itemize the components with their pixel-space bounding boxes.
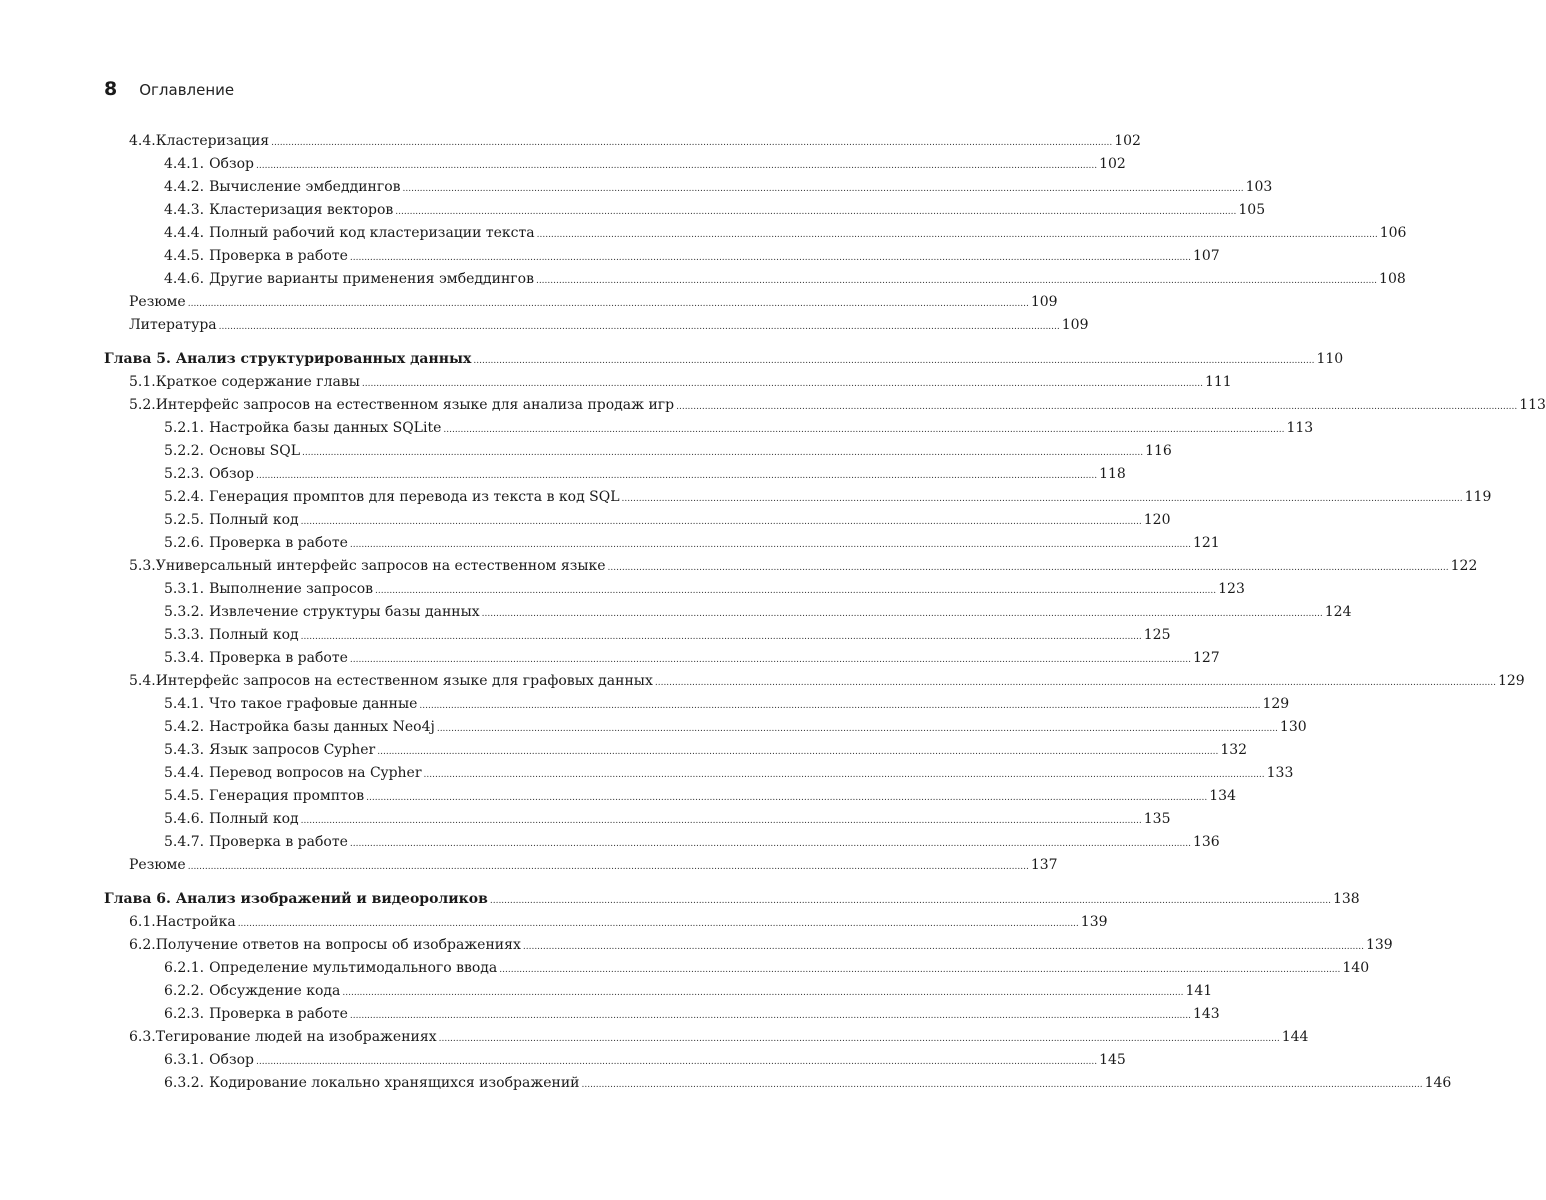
toc-page-number: 125 xyxy=(1143,627,1171,643)
toc-page-number: 145 xyxy=(1099,1052,1126,1068)
toc-dot-leader xyxy=(490,888,1331,913)
toc-entry xyxy=(104,647,1220,670)
toc-entry-title: Извлечение структуры базы данных xyxy=(209,604,480,620)
toc-page-number: 103 xyxy=(1245,179,1273,195)
toc-dot-leader xyxy=(350,245,1191,270)
toc-entry xyxy=(104,693,1290,716)
toc-entry xyxy=(104,1049,1126,1072)
toc-entry-number: 4.4.2. xyxy=(164,179,205,195)
toc-entry-title: Генерация промптов xyxy=(209,788,365,804)
toc-entry-number: 5.2.1. xyxy=(164,420,205,436)
toc-entry xyxy=(104,1072,1452,1095)
toc-entry-number: 6.3. xyxy=(129,1029,156,1045)
toc-dot-leader xyxy=(350,831,1191,856)
toc-dot-leader xyxy=(342,980,1183,1005)
toc-entry-title: Кодирование локально хранящихся изображений xyxy=(209,1075,580,1091)
toc-dot-leader xyxy=(375,578,1216,603)
toc-entry xyxy=(104,739,1248,762)
toc-page-number: 107 xyxy=(1192,248,1220,264)
toc-dot-leader xyxy=(676,394,1517,419)
toc-page-number: 123 xyxy=(1218,581,1245,597)
toc-entry-number: 5.3.1. xyxy=(164,581,205,597)
toc-entry-number: 6.2.3. xyxy=(164,1006,205,1022)
toc-entry xyxy=(104,911,1108,934)
toc-entry-number: 5.2.5. xyxy=(164,512,205,528)
page-header-title: Оглавление xyxy=(139,81,235,99)
toc-entry xyxy=(104,199,1266,222)
toc-dot-leader xyxy=(523,934,1364,959)
toc-entry-number: 5.2.2. xyxy=(164,443,205,459)
toc-entry-title: Глава 6. Анализ изображений и видеороликов xyxy=(104,891,488,907)
toc-entry xyxy=(104,1003,1220,1026)
toc-dot-leader xyxy=(537,222,1378,247)
toc-dot-leader xyxy=(350,1003,1191,1028)
toc-entry xyxy=(104,854,1058,877)
toc-page-number: 116 xyxy=(1145,443,1172,459)
toc-entry xyxy=(104,463,1126,486)
toc-entry-number: 6.2. xyxy=(129,937,156,953)
toc-entry xyxy=(104,532,1220,555)
toc-page-number: 121 xyxy=(1192,535,1220,551)
toc-entry xyxy=(104,601,1352,624)
toc-entry-number: 5.4.3. xyxy=(164,742,205,758)
toc-entry xyxy=(104,291,1058,314)
toc-entry xyxy=(104,440,1172,463)
toc-entry-title: Литература xyxy=(129,317,217,333)
toc-dot-leader xyxy=(403,176,1244,201)
toc-entry xyxy=(104,808,1171,831)
toc-page-number: 122 xyxy=(1450,558,1478,574)
toc-entry-title: Выполнение запросов xyxy=(209,581,374,597)
toc-page-number: 144 xyxy=(1281,1029,1309,1045)
toc-dot-leader xyxy=(437,716,1278,741)
toc-entry-title: Резюме xyxy=(129,857,186,873)
toc-entry xyxy=(104,670,1525,693)
toc-chapter-entry xyxy=(104,348,1344,371)
toc-dot-leader xyxy=(608,555,1449,580)
toc-dot-leader xyxy=(219,314,1060,339)
toc-entry-title: Что такое графовые данные xyxy=(209,696,418,712)
toc-entry-title: Интерфейс запросов на естественном языке для графовых данных xyxy=(155,673,653,689)
toc-entry-number: 4.4.4. xyxy=(164,225,205,241)
toc-entry xyxy=(104,555,1478,578)
toc-page-number: 138 xyxy=(1332,891,1360,907)
toc-dot-leader xyxy=(473,348,1314,373)
toc-entry-title: Универсальный интерфейс запросов на естественном языке xyxy=(155,558,606,574)
toc-entry-title: Обсуждение кода xyxy=(209,983,341,999)
toc-page-number: 137 xyxy=(1030,857,1058,873)
toc-entry-title: Проверка в работе xyxy=(209,1006,348,1022)
toc-entry-title: Язык запросов Cypher xyxy=(209,742,376,758)
toc-entry-number: 4.4.3. xyxy=(164,202,205,218)
toc-page-number: 132 xyxy=(1220,742,1248,758)
toc-entry-number: 5.4.4. xyxy=(164,765,205,781)
toc-dot-leader xyxy=(419,693,1260,718)
toc-entry-number: 6.2.1. xyxy=(164,960,205,976)
toc-dot-leader xyxy=(256,463,1097,488)
toc-entry-number: 5.4.7. xyxy=(164,834,205,850)
toc-entry-title: Глава 5. Анализ структурированных данных xyxy=(104,351,472,367)
toc-entry-title: Другие варианты применения эмбеддингов xyxy=(209,271,534,287)
toc-page-number: 140 xyxy=(1342,960,1370,976)
toc-entry-number: 5.2.3. xyxy=(164,466,205,482)
toc-page-number: 129 xyxy=(1497,673,1525,689)
toc-dot-leader xyxy=(395,199,1236,224)
toc-entry-title: Обзор xyxy=(209,466,255,482)
toc-page-number: 143 xyxy=(1192,1006,1220,1022)
toc-entry xyxy=(104,222,1407,245)
toc-entry-title: Вычисление эмбеддингов xyxy=(209,179,401,195)
toc-page-number: 120 xyxy=(1143,512,1171,528)
toc-entry-number: 5.2.6. xyxy=(164,535,205,551)
toc-page-number: 139 xyxy=(1080,914,1108,930)
toc-page-number: 124 xyxy=(1324,604,1352,620)
page-number: 8 xyxy=(104,78,118,100)
toc-entry xyxy=(104,578,1245,601)
toc-entry xyxy=(104,176,1273,199)
toc-entry xyxy=(104,831,1220,854)
toc-entry-title: Обзор xyxy=(209,156,255,172)
toc-chapter-entry xyxy=(104,888,1360,911)
toc-entry-number: 5.4.6. xyxy=(164,811,205,827)
toc-page-number: 102 xyxy=(1099,156,1126,172)
toc-dot-leader xyxy=(581,1072,1422,1097)
toc-entry xyxy=(104,957,1370,980)
toc-entry-number: 5.1. xyxy=(129,374,156,390)
toc-dot-leader xyxy=(536,268,1377,293)
toc-entry xyxy=(104,245,1220,268)
toc-entry-title: Резюме xyxy=(129,294,186,310)
toc-entry-title: Проверка в работе xyxy=(209,650,348,666)
page-header xyxy=(104,78,234,102)
toc-page-number: 113 xyxy=(1286,420,1314,436)
toc-entry-number: 5.2. xyxy=(129,397,156,413)
toc-page-number: 135 xyxy=(1143,811,1171,827)
toc-page-number: 111 xyxy=(1204,374,1232,390)
table-of-contents xyxy=(104,130,1546,1095)
toc-page-number: 105 xyxy=(1238,202,1266,218)
toc-page-number: 130 xyxy=(1279,719,1307,735)
toc-page-number: 108 xyxy=(1379,271,1406,287)
toc-entry-title: Краткое содержание главы xyxy=(155,374,360,390)
toc-entry-number: 5.2.4. xyxy=(164,489,205,505)
toc-entry-number: 4.4.1. xyxy=(164,156,205,172)
toc-entry xyxy=(104,486,1492,509)
toc-dot-leader xyxy=(188,854,1029,879)
toc-entry-title: Полный рабочий код кластеризации текста xyxy=(209,225,535,241)
toc-page-number: 133 xyxy=(1266,765,1294,781)
toc-entry xyxy=(104,314,1089,337)
toc-entry-title: Настройка xyxy=(155,914,236,930)
toc-entry xyxy=(104,762,1294,785)
toc-entry-number: 5.4.1. xyxy=(164,696,205,712)
toc-dot-leader xyxy=(622,486,1463,511)
toc-page-number: 129 xyxy=(1262,696,1290,712)
toc-dot-leader xyxy=(366,785,1207,810)
toc-page-number: 106 xyxy=(1379,225,1407,241)
toc-dot-leader xyxy=(301,509,1142,534)
toc-entry-number: 6.3.2. xyxy=(164,1075,205,1091)
toc-entry xyxy=(104,509,1171,532)
toc-page-number: 134 xyxy=(1209,788,1236,804)
toc-entry-title: Проверка в работе xyxy=(209,248,348,264)
toc-entry-title: Получение ответов на вопросы об изображениях xyxy=(155,937,521,953)
toc-entry xyxy=(104,417,1314,440)
toc-dot-leader xyxy=(499,957,1340,982)
toc-entry xyxy=(104,371,1232,394)
toc-page-number: 127 xyxy=(1192,650,1220,666)
toc-page-number: 141 xyxy=(1185,983,1213,999)
toc-entry-title: Определение мультимодального ввода xyxy=(209,960,498,976)
toc-page-number: 109 xyxy=(1061,317,1089,333)
toc-entry-title: Перевод вопросов на Cypher xyxy=(209,765,422,781)
toc-entry xyxy=(104,268,1406,291)
toc-entry-number: 5.3.4. xyxy=(164,650,205,666)
toc-entry xyxy=(104,934,1393,957)
toc-entry xyxy=(104,1026,1309,1049)
toc-page-number: 119 xyxy=(1464,489,1492,505)
toc-dot-leader xyxy=(350,532,1191,557)
toc-entry-title: Настройка базы данных SQLite xyxy=(209,420,442,436)
toc-entry xyxy=(104,624,1171,647)
toc-entry-title: Генерация промптов для перевода из текста в код SQL xyxy=(209,489,620,505)
toc-dot-leader xyxy=(256,153,1097,178)
toc-page-number: 113 xyxy=(1519,397,1546,413)
toc-dot-leader xyxy=(238,911,1079,936)
toc-entry-title: Полный код xyxy=(209,811,299,827)
toc-entry-number: 4.4.5. xyxy=(164,248,205,264)
toc-entry-title: Проверка в работе xyxy=(209,834,348,850)
toc-entry xyxy=(104,394,1546,417)
toc-entry-title: Тегирование людей на изображениях xyxy=(155,1029,437,1045)
toc-page-number: 118 xyxy=(1099,466,1126,482)
toc-entry-number: 4.4.6. xyxy=(164,271,205,287)
toc-dot-leader xyxy=(301,624,1142,649)
toc-dot-leader xyxy=(439,1026,1280,1051)
toc-entry-number: 6.1. xyxy=(129,914,156,930)
toc-entry-number: 6.2.2. xyxy=(164,983,205,999)
toc-entry-number: 6.3.1. xyxy=(164,1052,205,1068)
toc-entry xyxy=(104,716,1307,739)
toc-dot-leader xyxy=(256,1049,1097,1074)
toc-entry-number: 5.4. xyxy=(129,673,156,689)
toc-entry-number: 5.3.3. xyxy=(164,627,205,643)
toc-page-number: 110 xyxy=(1316,351,1344,367)
toc-dot-leader xyxy=(482,601,1323,626)
toc-entry xyxy=(104,153,1126,176)
toc-page-number: 102 xyxy=(1114,133,1141,149)
toc-entry-title: Полный код xyxy=(209,512,299,528)
toc-entry-title: Основы SQL xyxy=(209,443,300,459)
toc-dot-leader xyxy=(424,762,1265,787)
toc-dot-leader xyxy=(443,417,1284,442)
toc-dot-leader xyxy=(655,670,1496,695)
toc-entry-title: Обзор xyxy=(209,1052,255,1068)
toc-dot-leader xyxy=(377,739,1218,764)
toc-entry-number: 5.3.2. xyxy=(164,604,205,620)
toc-entry-title: Полный код xyxy=(209,627,299,643)
toc-dot-leader xyxy=(350,647,1191,672)
toc-dot-leader xyxy=(362,371,1203,396)
toc-entry xyxy=(104,980,1213,1003)
toc-entry-number: 4.4. xyxy=(129,133,156,149)
toc-dot-leader xyxy=(301,808,1142,833)
toc-dot-leader xyxy=(188,291,1029,316)
toc-dot-leader xyxy=(302,440,1143,465)
toc-page-number: 136 xyxy=(1192,834,1220,850)
toc-entry-title: Настройка базы данных Neo4j xyxy=(209,719,435,735)
toc-dot-leader xyxy=(271,130,1112,155)
toc-page-number: 139 xyxy=(1365,937,1393,953)
toc-entry-number: 5.3. xyxy=(129,558,156,574)
toc-entry xyxy=(104,130,1141,153)
toc-entry-title: Кластеризация xyxy=(155,133,270,149)
toc-entry xyxy=(104,785,1236,808)
toc-entry-title: Проверка в работе xyxy=(209,535,348,551)
toc-entry-title: Кластеризация векторов xyxy=(209,202,394,218)
toc-entry-number: 5.4.5. xyxy=(164,788,205,804)
toc-entry-number: 5.4.2. xyxy=(164,719,205,735)
toc-page-number: 109 xyxy=(1030,294,1058,310)
toc-page-number: 146 xyxy=(1424,1075,1452,1091)
toc-entry-title: Интерфейс запросов на естественном языке для анализа продаж игр xyxy=(155,397,675,413)
